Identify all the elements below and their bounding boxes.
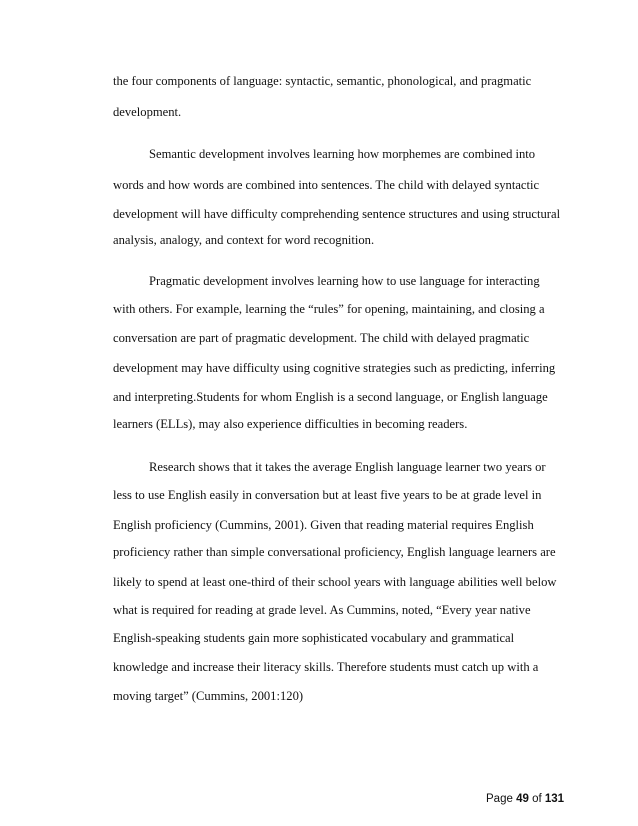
text-line: knowledge and increase their literacy skills. Therefore students must catch up with a xyxy=(113,660,539,674)
text-line: with others. For example, learning the “rules” for opening, maintaining, and closing a xyxy=(113,302,545,316)
text-line: Research shows that it takes the average English language learner two years or xyxy=(149,460,546,474)
text-line: Semantic development involves learning how morphemes are combined into xyxy=(149,147,536,161)
total-pages-number: 131 xyxy=(544,793,565,805)
text-line: development. xyxy=(113,105,182,119)
text-line: Pragmatic development involves learning how to use language for interacting xyxy=(149,274,540,288)
text-line: proficiency rather than simple conversational proficiency, English language learners are xyxy=(113,545,556,559)
page-label: Page xyxy=(486,793,513,805)
text-line: development will have difficulty comprehending sentence structures and using structural xyxy=(113,207,561,221)
text-line: moving target” (Cummins, 2001:120) xyxy=(113,689,304,703)
current-page-number: 49 xyxy=(516,793,529,805)
text-line: the four components of language: syntactic, semantic, phonological, and pragmatic xyxy=(113,74,532,88)
text-line: analysis, analogy, and context for word recognition. xyxy=(113,233,375,247)
of-label: of xyxy=(532,793,542,805)
text-line: learners (ELLs), may also experience difficulties in becoming readers. xyxy=(113,417,468,431)
text-line: and interpreting.Students for whom English is a second language, or English language xyxy=(113,390,548,404)
text-line: English-speaking students gain more sophisticated vocabulary and grammatical xyxy=(113,631,515,645)
text-line: what is required for reading at grade level. As Cummins, noted, “Every year native xyxy=(113,603,531,617)
text-line: development may have difficulty using cognitive strategies such as predicting, inferring xyxy=(113,361,556,375)
text-line: conversation are part of pragmatic development. The child with delayed pragmatic xyxy=(113,331,530,345)
text-line: English proficiency (Cummins, 2001). Given that reading material requires English xyxy=(113,518,534,532)
page-number-footer xyxy=(486,793,564,805)
text-line: less to use English easily in conversation but at least five years to be at grade level in xyxy=(113,488,542,502)
text-line: words and how words are combined into sentences. The child with delayed syntactic xyxy=(113,178,540,192)
text-line: likely to spend at least one-third of their school years with language abilities well below xyxy=(113,575,557,589)
